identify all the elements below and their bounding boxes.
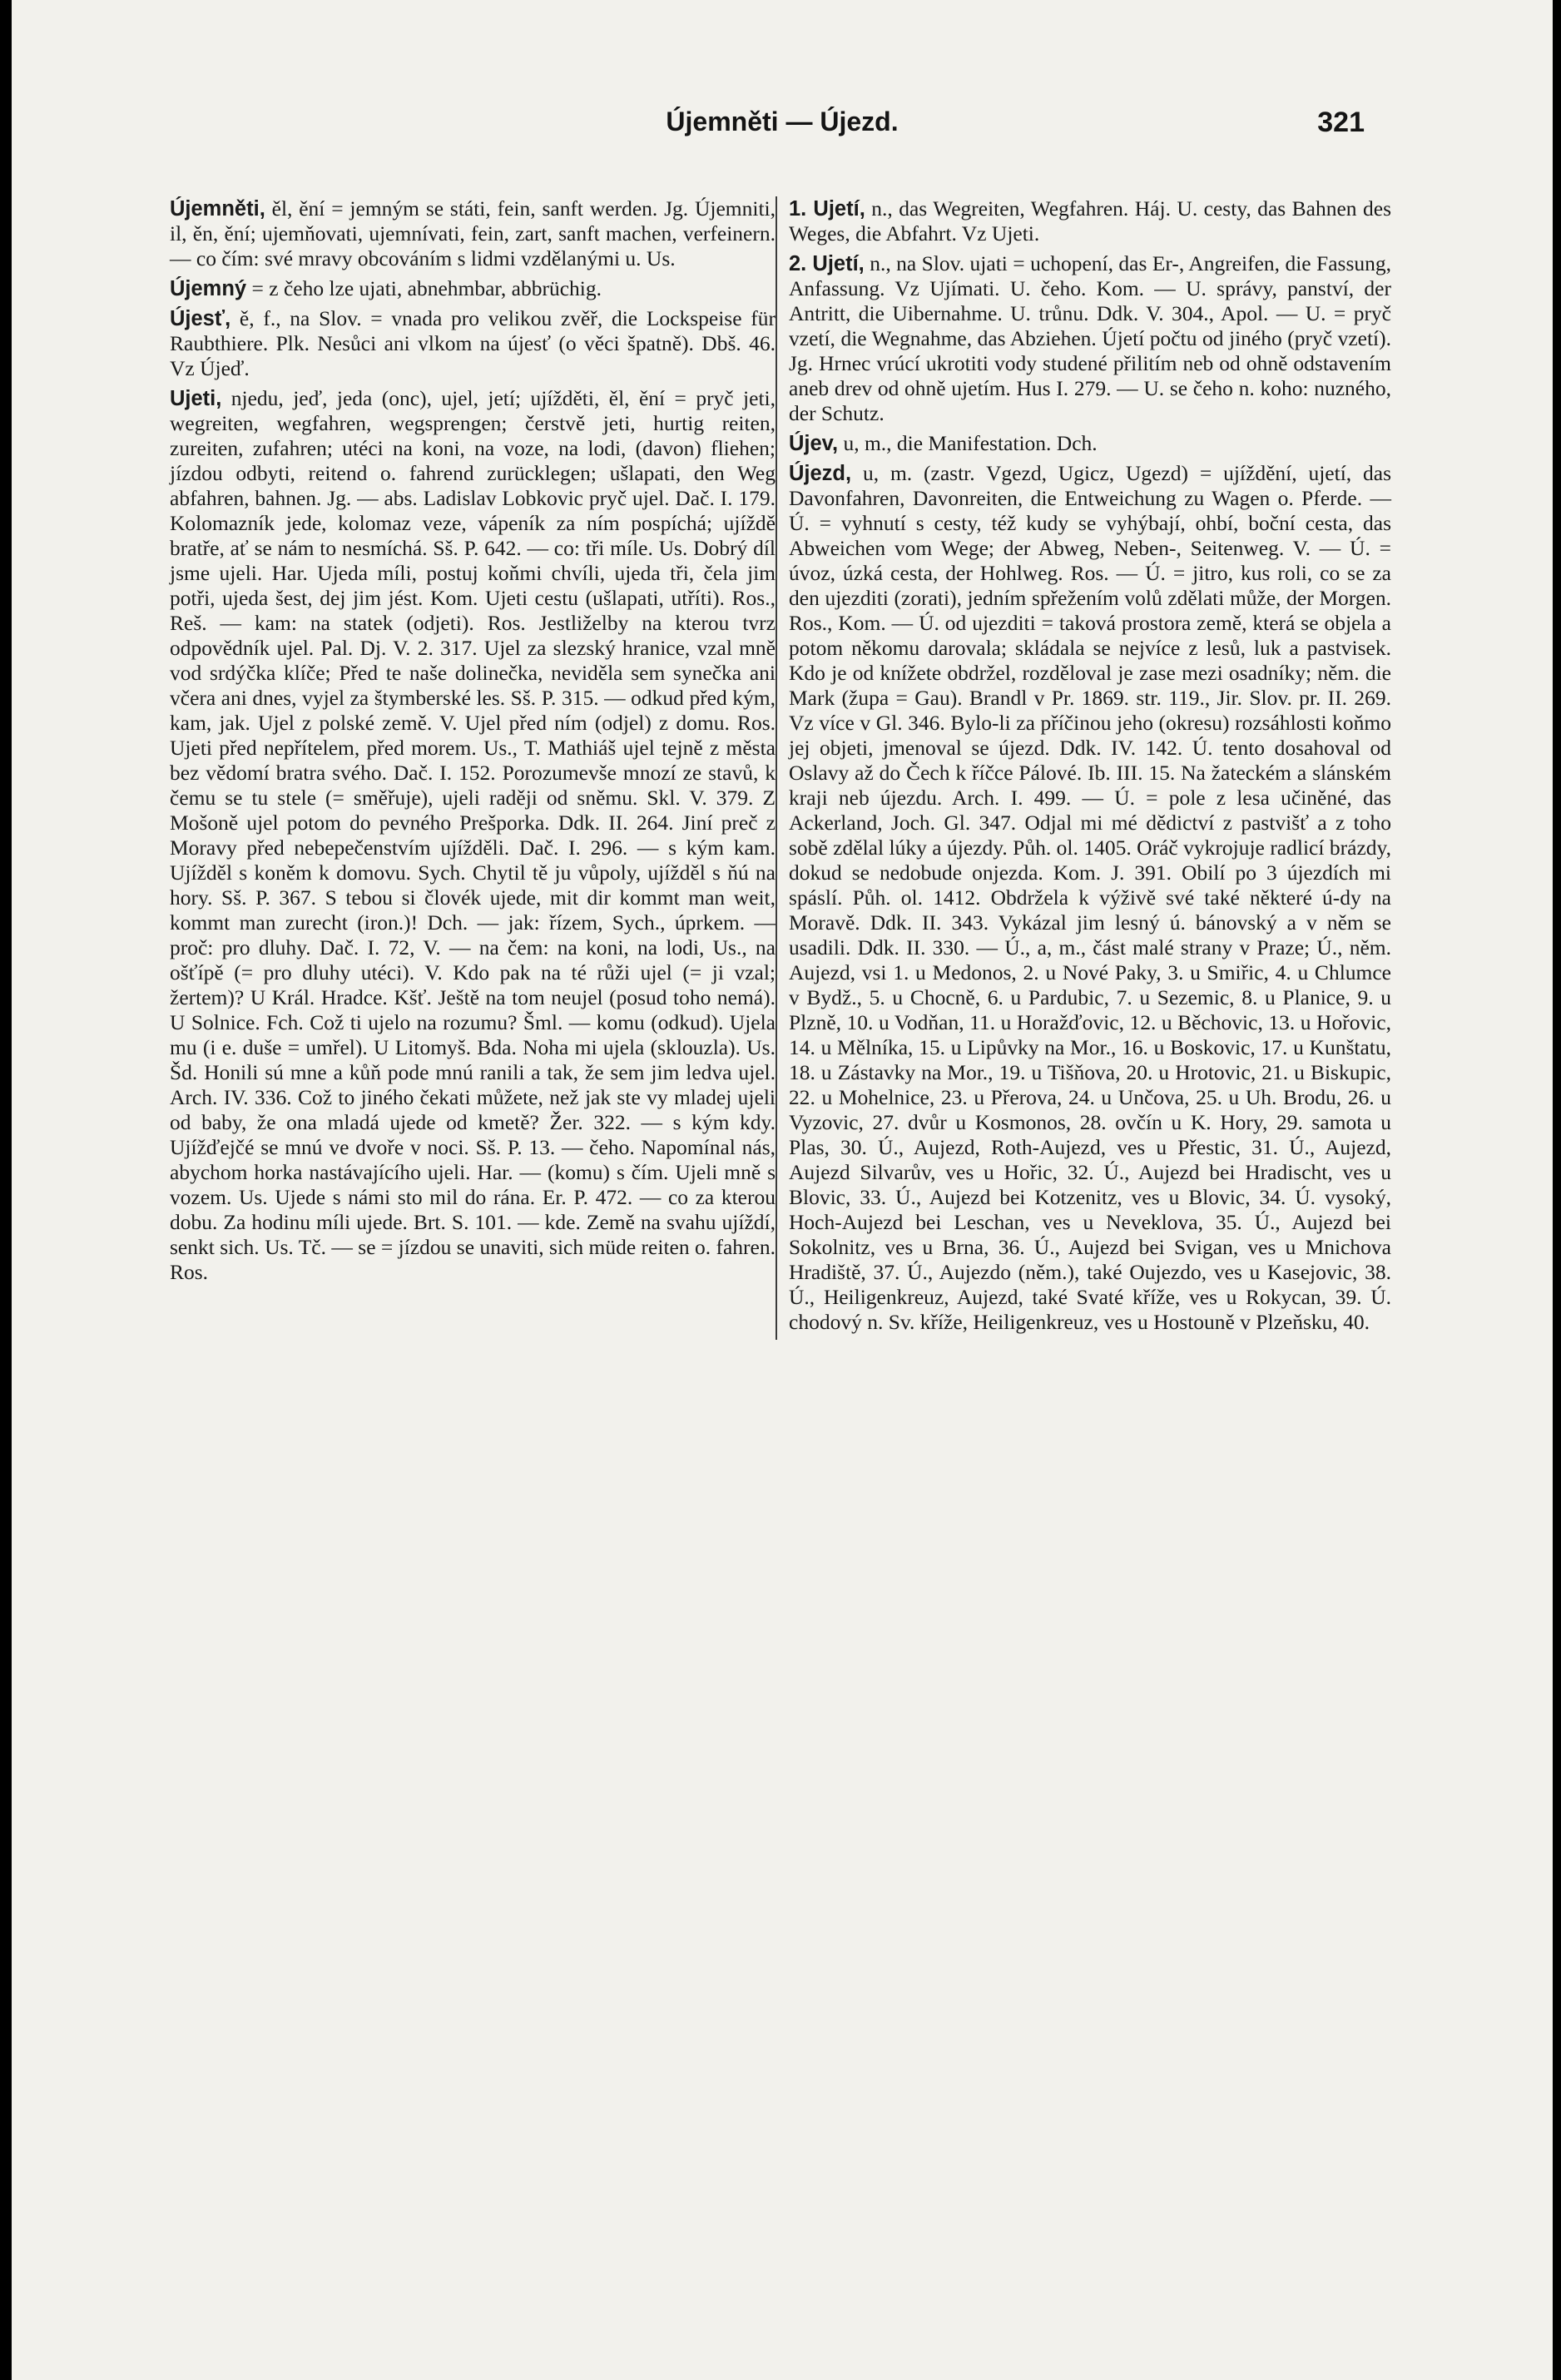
dictionary-entry xyxy=(170,196,776,271)
entry-definition: ěl, ění = jemným se státi, fein, sanft werden. Jg. Újemniti, il, ěn, ění; ujemňovati, ujemnívati, fein, zart, sanft machen, verfeinern. — co čím: své mravy obcováním s lidmi vzdělanými u. Us. xyxy=(170,196,776,270)
left-column xyxy=(170,196,776,1290)
entry-definition: njedu, jeď, jeda (onc), ujel, jetí; ujížděti, ěl, ění = pryč jeti, wegreiten, wegfahren, wegsprengen; čerstvě jeti, hurtig reiten, zureiten, zufahren; utéci na koni, na voze, na lodi, (davon) fliehen; jízdou odbyti, reitend o. fahrend zurücklegen; ušlapati, den Weg abfahren, bahnen. Jg. — abs. Ladislav Lobkovic pryč ujel. Dač. I. 179. Kolomazník jede, kolomaz veze, vápeník za ním pospíchá; ujíždě bratře, ať se nám to nesmíchá. Sš. P. 642. — co: tři míle. Us. Dobrý díl jsme ujeli. Har. Ujeda míli, postuj koňmi chvíli, ujeda tři, čela jim potři, ujeda šest, dej jim jést. Kom. Ujeti cestu (ušlapati, utříti). Ros., Reš. — kam: na statek (odjeti). Ros. Jestliželby na kterou tvrz odpovědník ujel. Pal. Dj. V. 2. 317. Ujel za slezský hranice, vzal mně vod srdýčka klíče; Před te naše dolinečka, neviděla sem synečka ani včera ani dnes, vyjel za štymberské les. Sš. P. 315. — odkud před kým, kam, jak. Ujel z polské země. V. Ujel před ním (odjel) z domu. Ros. Ujeti před nepřítelem, před morem. Us., T. Mathiáš ujel tejně z města bez vědomí bratra svého. Dač. I. 152. Porozumevše mnozí ze stavů, k čemu se tu stele (= směřuje), ujeli raději od sněmu. Skl. V. 379. Z Mošoně ujel potom do pevného Prešporka. Ddk. II. 264. Jiní preč z Moravy před nebepečenstvím ujížděli. Dač. I. 296. — s kým kam. Ujížděl s koněm k domovu. Sych. Chytil tě ju vůpoly, ujížděl s ňú na hory. Sš. P. 367. S tebou si človék ujede, mit dir kommt man weit, kommt man zurecht (iron.)! Dch. — jak: řízem, Sych., úprkem. — proč: pro dluhy. Dač. I. 72, V. — na čem: na koni, na lodi, Us., na ošťípě (= pro dluhy utéci). V. Kdo pak na té růži ujel (= ji vzal; žertem)? U Král. Hradce. Kšť. Ještě na tom neujel (posud toho nemá). U Solnice. Fch. Což ti ujelo na rozumu? Šml. — komu (odkud). Ujela mu (i e. duše = umřel). U Litomyš. Bda. Noha mi ujela (sklouzla). Us. Šd. Honili sú mne a kůň pode mnú ranili a tak, že sem jim ledva ujel. Arch. IV. 336. Což to jiného čekati můžete, než jak ste vy mladej ujeli od baby, že ona mladá ujede od kmetě? Žer. 322. — s kým kdy. Ujížďejčé se mnú ve dvoře v noci. Sš. P. 13. — čeho. Napomínal nás, abychom horka nastávajícího ujeli. Har. — (komu) s čím. Ujeli mně s vozem. Us. Ujede s námi sto mil do rána. Er. P. 472. — co za kterou dobu. Za hodinu míli ujede. Brt. S. 101. — kde. Země na svahu ujíždí, senkt sich. Us. Tč. — se = jízdou se unaviti, sich müde reiten o. fahren. Ros. xyxy=(170,386,776,1284)
entry-definition: u, m. (zastr. Vgezd, Ugicz, Ugezd) = ujíždění, ujetí, das Davonfahren, Davonreiten, die Entweichung zu Wagen o. Pferde. — Ú. = vyhnutí s cesty, též kudy se vyhýbají, ohbí, boční cesta, das Abweichen vom Wege; der Abweg, Neben-, Seitenweg. V. — Ú. = úvoz, úzká cesta, der Hohlweg. Ros. — Ú. = jitro, kus roli, co se za den ujezditi (zorati), jedním spřežením volů zdělati může, der Morgen. Ros., Kom. — Ú. od ujezditi = taková prostora země, která se objela a potom někomu darovala; skládala se nejvíce z lesů, luk a pastvisek. Kdo je od knížete obdržel, rozděloval je zase mezi osadníky; něm. die Mark (župa = Gau). Brandl v Pr. 1869. str. 119., Jir. Slov. pr. II. 269. Vz více v Gl. 346. Bylo-li za příčinou jeho (okresu) rozsáhlosti koňmo jej objeti, jmenoval se újezd. Ddk. IV. 142. Ú. tento dosahoval od Oslavy až do Čech k říčce Pálové. Ib. III. 15. Na žateckém a slánském kraji neb újezdu. Arch. I. 499. — Ú. = pole z lesa učiněné, das Ackerland, Joch. Gl. 347. Odjal mi mé dědictví z pastvišť a z toho sobě zdělal lúky a újezdy. Půh. ol. 1405. Oráč vykrojuje radlicí brázdy, dokud se nedobude onjezda. Kom. J. 391. Obilí po 3 újezdích mi spáslí. Půh. ol. 1412. Obdržela k výživě své také některé ú-dy na Moravě. Ddk. II. 343. Vykázal jim lesný ú. bánovský a v něm se usadili. Ddk. II. 330. — Ú., a, m., část malé strany v Praze; Ú., něm. Aujezd, vsi 1. u Medonos, 2. u Nové Paky, 3. u Smiřic, 4. u Chlumce v Bydž., 5. u Chocně, 6. u Pardubic, 7. u Sezemic, 8. u Planice, 9. u Plzně, 10. u Vodňan, 11. u Horažďovic, 12. u Běchovic, 13. u Hořovic, 14. u Mělníka, 15. u Lipůvky na Mor., 16. u Boskovic, 17. u Kunštatu, 18. u Zástavky na Mor., 19. u Tišňova, 20. u Hrotovic, 21. u Biskupic, 22. u Mohelnice, 23. u Přerova, 24. u Unčova, 25. u Uh. Brodu, 26. u Vyzovic, 27. dvůr u Kosmonos, 28. ovčín u K. Hory, 29. samota u Plas, 30. Ú., Aujezd, Roth-Aujezd, ves u Přestic, 31. Ú., Aujezd, Aujezd Silvarův, ves u Hořic, 32. Ú., Aujezd bei Hradischt, ves u Blovic, 33. Ú., Aujezd bei Kotzenitz, ves u Blovic, 34. Ú. vysoký, Hoch-Aujezd bei Leschan, ves u Neveklova, 35. Ú., Aujezd bei Sokolnitz, ves u Brna, 36. Ú., Aujezd bei Svigan, ves u Mnichova Hradiště, 37. Ú., Aujezdo (něm.), také Oujezdo, ves u Kasejovic, 38. Ú., Heiligenkreuz, Aujezd, také Svaté kříže, ves u Rokycan, 39. Ú. chodový n. Sv. kříže, Heiligenkreuz, ves u Hostouně v Plzeňsku, 40. xyxy=(789,461,1392,1334)
dictionary-entry xyxy=(789,431,1391,456)
entry-headword: Újev, xyxy=(789,432,839,455)
page-number: 321 xyxy=(1317,107,1365,138)
running-title: Újemněti — Újezd. xyxy=(666,107,899,136)
dictionary-entry xyxy=(789,461,1391,1335)
entry-headword: Újesť, xyxy=(170,307,231,330)
entry-headword: Újemný xyxy=(170,277,247,300)
dictionary-entry xyxy=(170,276,776,301)
entry-definition: ě, f., na Slov. = vnada pro velikou zvěř, die Lockspeise für Raubthiere. Plk. Nesůci ani vlkom na újesť (o věci špatně). Dbš. 46. Vz Újeď. xyxy=(170,306,776,380)
entry-headword: 1. Ujetí, xyxy=(789,197,865,221)
running-head xyxy=(12,107,1553,156)
right-column xyxy=(776,196,1391,1340)
dictionary-entry xyxy=(170,306,776,381)
dictionary-entry xyxy=(170,386,776,1285)
dictionary-entry xyxy=(789,196,1391,246)
entry-headword: 2. Ujetí, xyxy=(789,252,865,275)
dictionary-page xyxy=(12,0,1553,2380)
entry-definition: n., na Slov. ujati = uchopení, das Er-, Angreifen, die Fassung, Anfassung. Vz Ujímati. U. čeho. Kom. — U. správy, panství, der Antritt, die Uibernahme. U. trůnu. Ddk. V. 304., Apol. — U. = pryč vzetí, die Wegnahme, das Abziehen. Újetí počtu od jiného (pryč vzetí). Jg. Hrnec vrúcí ukrotiti vody studené přilitím neb od ohně odstavením aneb drev od ohně ujetím. Hus I. 279. — U. se čeho n. koho: nuzného, der Schutz. xyxy=(789,251,1392,425)
entry-headword: Ujeti, xyxy=(170,387,222,410)
entry-headword: Újezd, xyxy=(789,462,852,485)
entry-definition: = z čeho lze ujati, abnehmbar, abbrüchig. xyxy=(251,276,602,300)
entry-definition: u, m., die Manifestation. Dch. xyxy=(843,431,1098,455)
entry-headword: Újemněti, xyxy=(170,197,265,221)
entry-definition: n., das Wegreiten, Wegfahren. Háj. U. cesty, das Bahnen des Weges, die Abfahrt. Vz Ujeti. xyxy=(789,196,1392,245)
dictionary-entry xyxy=(789,251,1391,426)
